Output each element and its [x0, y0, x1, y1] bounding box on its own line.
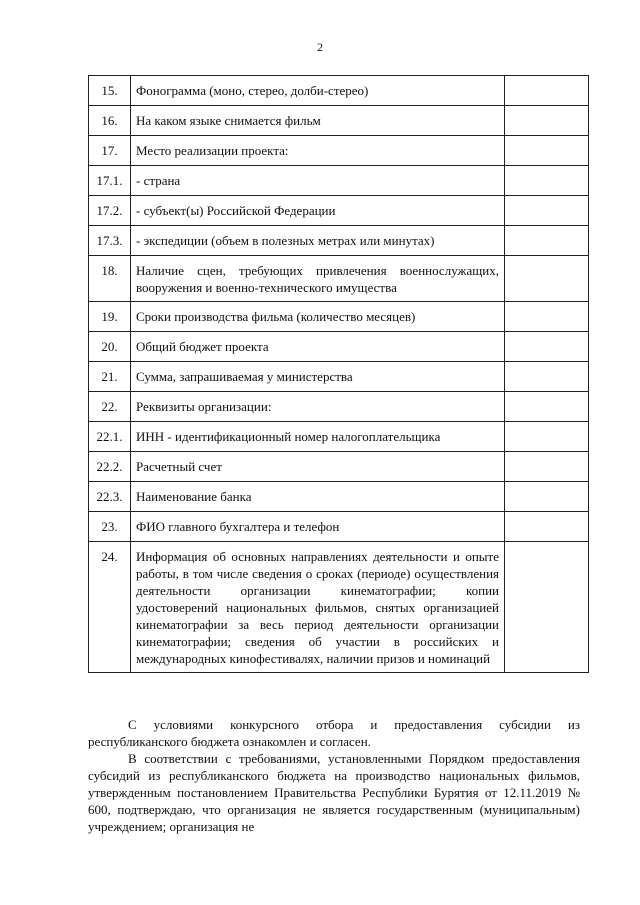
- table-row: [89, 256, 589, 302]
- row-label: Общий бюджет проекта: [131, 332, 505, 362]
- consent-paragraph: С условиями конкурсного отбора и предоставления субсидии из республиканского бюджета ознакомлен и согласен.: [88, 717, 580, 749]
- row-label: Сумма, запрашиваемая у министерства: [131, 362, 505, 392]
- page-number: 2: [317, 40, 323, 54]
- row-label: Сроки производства фильма (количество месяцев): [131, 302, 505, 332]
- table-row: [89, 422, 589, 452]
- table-row: [89, 106, 589, 136]
- confirmation-paragraph: В соответствии с требованиями, установленными Порядком предоставления субсидий из республиканского бюджета на производство национальных фильмов, утвержденным постановлением Правительства Республики Бурятия от 12.11.2019 № 600, подтверждаю, что организация не является государственным (муниципальным) учреждением; организация не: [88, 751, 580, 834]
- row-label: - экспедиции (объем в полезных метрах или минутах): [131, 226, 505, 256]
- table-row: [89, 76, 589, 106]
- table-row: [89, 362, 589, 392]
- table-row: [89, 332, 589, 362]
- row-number: 22.1.: [89, 422, 131, 452]
- row-label: Фонограмма (моно, стерео, долби-стерео): [131, 76, 505, 106]
- row-label: ФИО главного бухгалтера и телефон: [131, 512, 505, 542]
- row-number: 21.: [89, 362, 131, 392]
- row-number: 22.2.: [89, 452, 131, 482]
- row-label: На каком языке снимается фильм: [131, 106, 505, 136]
- row-number: 17.3.: [89, 226, 131, 256]
- row-value-cell[interactable]: [505, 452, 589, 482]
- table-row: [89, 196, 589, 226]
- row-label: - субъект(ы) Российской Федерации: [131, 196, 505, 226]
- row-number: 22.3.: [89, 482, 131, 512]
- row-label: - страна: [131, 166, 505, 196]
- row-value-cell[interactable]: [505, 166, 589, 196]
- row-value-cell[interactable]: [505, 136, 589, 166]
- row-number: 20.: [89, 332, 131, 362]
- row-label: Наименование банка: [131, 482, 505, 512]
- row-label: Наличие сцен, требующих привлечения военнослужащих, вооружения и военно-технического имущества: [131, 256, 505, 302]
- row-value-cell[interactable]: [505, 482, 589, 512]
- table-row: [89, 136, 589, 166]
- row-label: Место реализации проекта:: [131, 136, 505, 166]
- row-number: 17.1.: [89, 166, 131, 196]
- row-value-cell[interactable]: [505, 542, 589, 673]
- row-value-cell[interactable]: [505, 362, 589, 392]
- row-value-cell[interactable]: [505, 512, 589, 542]
- row-value-cell[interactable]: [505, 196, 589, 226]
- row-number: 17.2.: [89, 196, 131, 226]
- application-form-table: [88, 75, 589, 673]
- row-label: Реквизиты организации:: [131, 392, 505, 422]
- table-row: [89, 482, 589, 512]
- row-value-cell[interactable]: [505, 106, 589, 136]
- row-number: 19.: [89, 302, 131, 332]
- row-value-cell[interactable]: [505, 422, 589, 452]
- row-value-cell[interactable]: [505, 226, 589, 256]
- row-number: 16.: [89, 106, 131, 136]
- table-row: [89, 302, 589, 332]
- row-number: 22.: [89, 392, 131, 422]
- row-value-cell[interactable]: [505, 76, 589, 106]
- table-row: [89, 542, 589, 673]
- row-number: 17.: [89, 136, 131, 166]
- row-value-cell[interactable]: [505, 256, 589, 302]
- row-label: Расчетный счет: [131, 452, 505, 482]
- table-row: [89, 166, 589, 196]
- row-value-cell[interactable]: [505, 332, 589, 362]
- table-row: [89, 226, 589, 256]
- table-row: [89, 512, 589, 542]
- row-number: 23.: [89, 512, 131, 542]
- row-number: 15.: [89, 76, 131, 106]
- row-label: Информация об основных направлениях деятельности и опыте работы, в том числе сведения о сроках (периоде) осуществления деятельности организации кинематографии; копии удостоверений национальных фильмов, снятых организацией кинематографии за весь период деятельности организации кинематографии; сведения об участии в российских и международных кинофестивалях, наличии призов и номинаций: [131, 542, 505, 673]
- row-value-cell[interactable]: [505, 302, 589, 332]
- row-number: 24.: [89, 542, 131, 673]
- table-row: [89, 452, 589, 482]
- table-row: [89, 392, 589, 422]
- row-label: ИНН - идентификационный номер налогоплательщика: [131, 422, 505, 452]
- row-number: 18.: [89, 256, 131, 302]
- row-value-cell[interactable]: [505, 392, 589, 422]
